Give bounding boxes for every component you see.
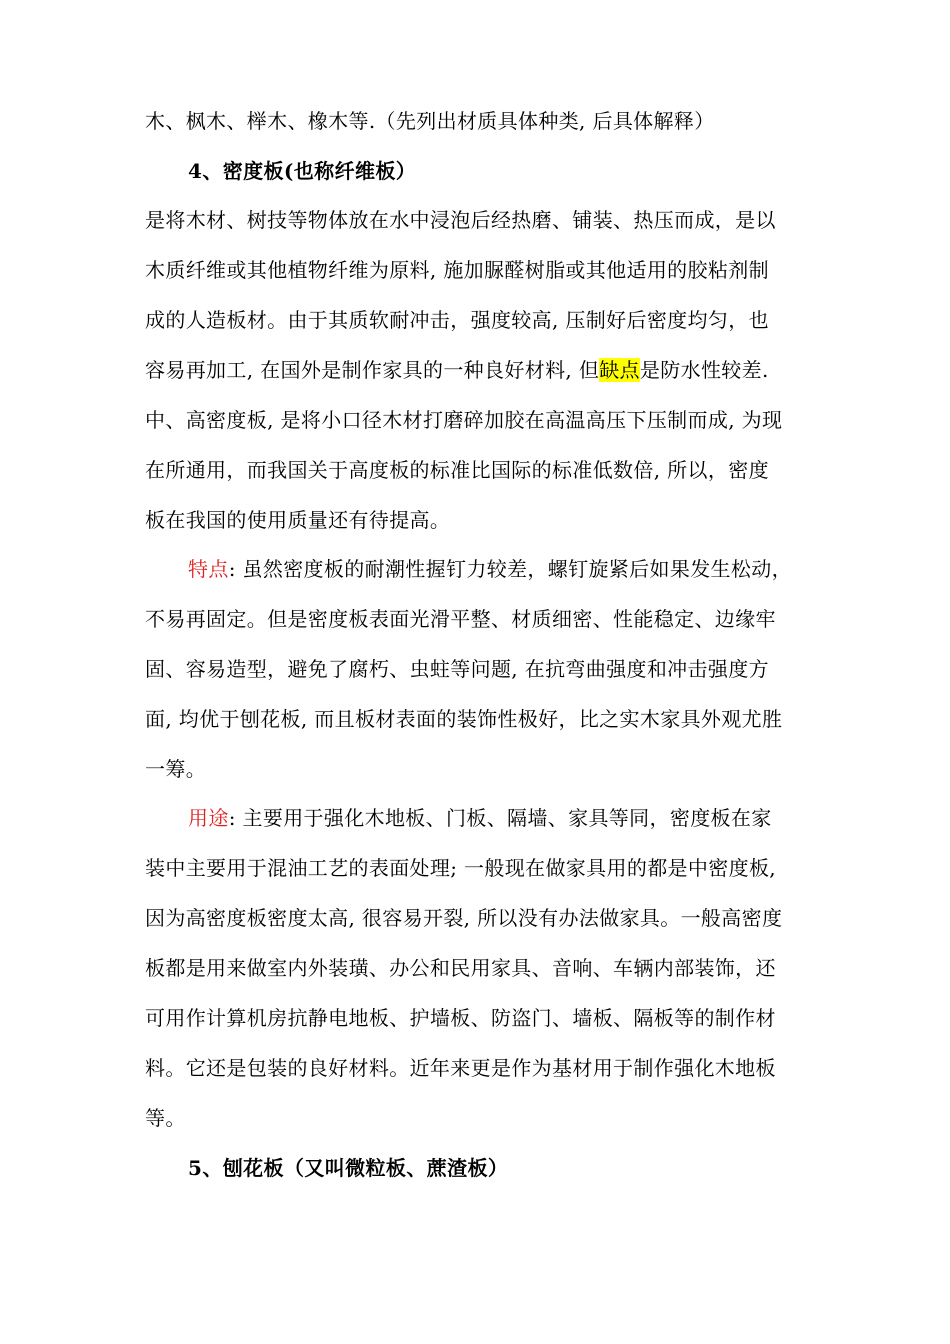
uses-label: 用途 — [188, 806, 229, 830]
text-line: 是将木材、树技等物体放在水中浸泡后经热磨、铺装、热压而成，是以 — [145, 208, 776, 232]
highlighted-text: 缺点 — [599, 358, 640, 382]
text-line: 固、容易造型，避免了腐朽、虫蛀等问题, 在抗弯曲强度和冲击强度方 — [145, 657, 769, 681]
text-line: 板在我国的使用质量还有待提高。 — [145, 508, 451, 532]
section-heading-5: 5、刨花板（又叫微粒板、蔗渣板） — [188, 1156, 509, 1180]
text-segment: 是防水性较差. — [639, 358, 769, 382]
text-line: 因为高密度板密度太高, 很容易开裂, 所以没有办法做家具。一般高密度 — [145, 906, 783, 930]
text-line: 可用作计算机房抗静电地板、护墙板、防盗门、墙板、隔板等的制作材 — [145, 1006, 776, 1030]
text-line: 面, 均优于刨花板, 而且板材表面的装饰性极好，比之实木家具外观尤胜 — [145, 707, 783, 731]
text-line: 装中主要用于混油工艺的表面处理; 一般现在做家具用的都是中密度板, — [145, 856, 777, 880]
text-line: 料。它还是包装的良好材料。近年来更是作为基材用于制作强化木地板 — [145, 1056, 776, 1080]
text-line — [188, 554, 828, 584]
text-line: 木质纤维或其他植物纤维为原料, 施加脲醛树脂或其他适用的胶粘剂制 — [145, 258, 769, 282]
text-line: 成的人造板材。由于其质软耐冲击，强度较高, 压制好后密度均匀，也 — [145, 308, 769, 332]
text-line: 板都是用来做室内外装璜、办公和民用家具、音响、车辆内部装饰，还 — [145, 956, 776, 980]
text-line — [188, 803, 828, 833]
text-segment: : 主要用于强化木地板、门板、隔墙、家具等同，密度板在家 — [228, 806, 772, 830]
section-heading-4: 4、密度板(也称纤维板） — [188, 159, 417, 183]
text-line: 中、高密度板, 是将小口径木材打磨碎加胶在高温高压下压制而成, 为现 — [145, 408, 783, 432]
text-line: 一筹。 — [145, 757, 207, 781]
text-line: 等。 — [145, 1106, 186, 1130]
text-segment: : 虽然密度板的耐潮性握钉力较差，螺钉旋紧后如果发生松动， — [228, 557, 792, 581]
text-line — [145, 355, 825, 385]
text-segment: 容易再加工, 在国外是制作家具的一种良好材料, 但 — [145, 358, 600, 382]
features-label: 特点 — [188, 557, 229, 581]
text-line: 在所通用，而我国关于高度板的标准比国际的标准低数倍, 所以，密度 — [145, 458, 769, 482]
text-line: 不易再固定。但是密度板表面光滑平整、材质细密、性能稳定、边缘牢 — [145, 607, 776, 631]
text-line: 木、枫木、榉木、橡木等.（先列出材质具体种类, 后具体解释） — [145, 109, 715, 133]
